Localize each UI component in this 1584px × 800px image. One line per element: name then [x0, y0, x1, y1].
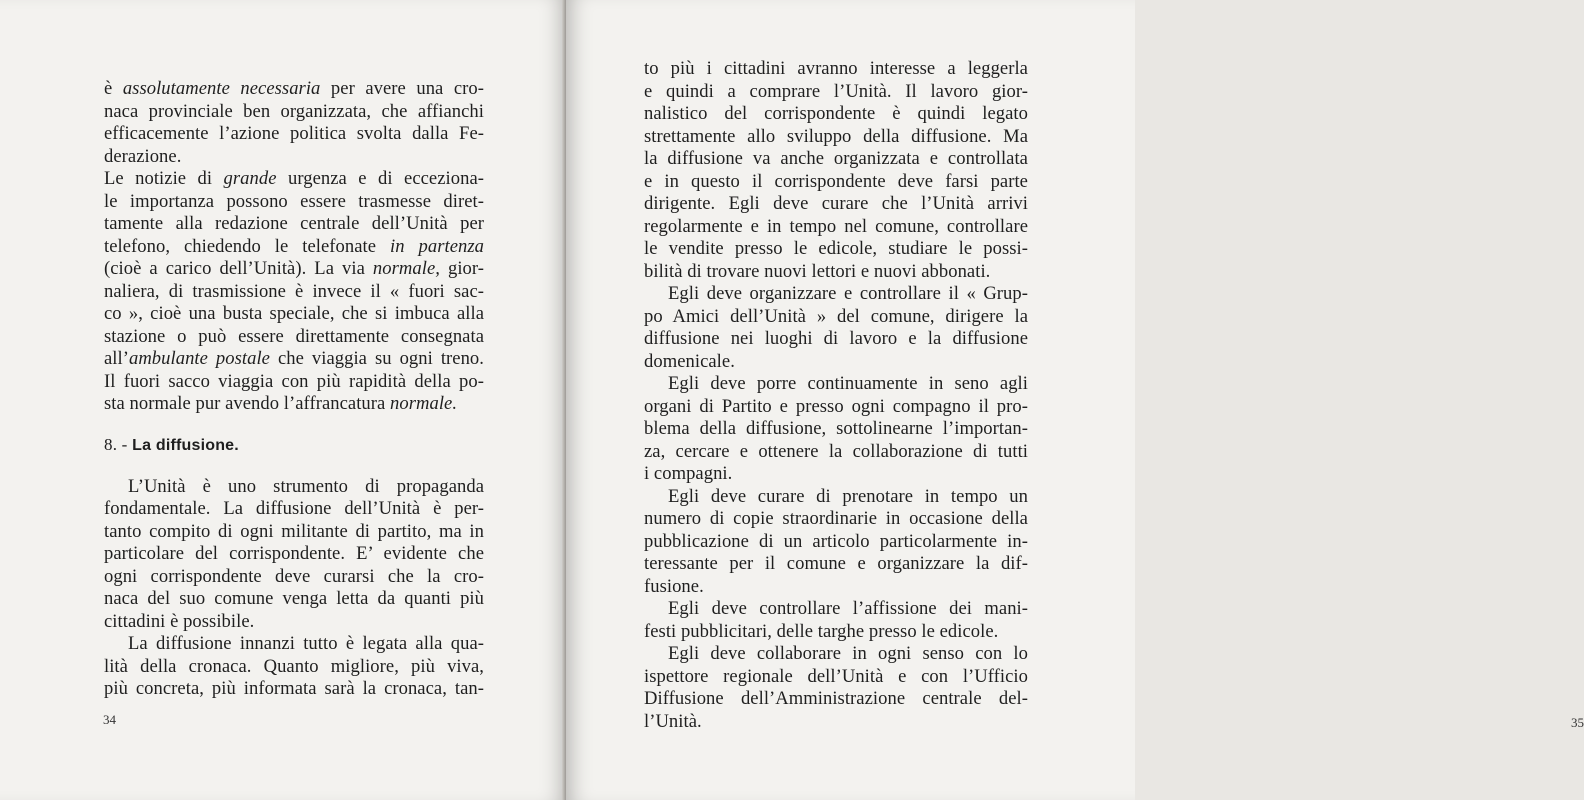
- text-run: Egli deve organizzare e controllare il « Grup-: [668, 283, 1028, 304]
- text-line: [644, 81, 1028, 104]
- text-line: [104, 146, 484, 169]
- text-run: nalistico del corrispondente è quindi legato: [644, 103, 1028, 124]
- text-line: [104, 123, 484, 146]
- text-line: [104, 611, 484, 634]
- text-line: [644, 148, 1028, 171]
- text-run: (cioè a carico dell’Unità). La via: [104, 258, 373, 279]
- text-line: [104, 498, 484, 521]
- text-line: [644, 598, 1028, 621]
- text-line: [644, 193, 1028, 216]
- right-page-text: [644, 58, 1028, 733]
- text-line: [644, 396, 1028, 419]
- text-run: naca del suo comune venga letta da quanti più: [104, 588, 484, 609]
- text-line: [104, 476, 484, 499]
- text-run: le importanza possono essere trasmesse diret-: [104, 190, 484, 212]
- left-page: [0, 0, 566, 800]
- text-run: Egli deve porre continuamente in seno agli: [668, 373, 1028, 394]
- text-run: gior-: [439, 258, 484, 279]
- text-run: derazione.: [104, 145, 182, 167]
- text-line: [104, 656, 484, 679]
- text-run: ispettore regionale dell’Unità e con l’Ufficio: [644, 665, 1028, 687]
- text-line: [104, 633, 484, 656]
- text-run: le vendite presso le edicole, studiare le possi-: [644, 238, 1028, 259]
- text-run: l’Unità.: [644, 710, 702, 732]
- text-run: cittadini è possibile.: [104, 610, 255, 632]
- text-line: [104, 213, 484, 236]
- text-run: e quindi a comprare l’Unità. Il lavoro gior-: [644, 80, 1028, 102]
- text-run: Egli deve curare di prenotare in tempo un: [668, 485, 1028, 507]
- text-run: efficacemente l’azione politica svolta dalla Fe-: [104, 123, 484, 144]
- left-page-text: [104, 78, 484, 701]
- text-line: [104, 348, 484, 371]
- page-number-left: 34: [103, 712, 116, 727]
- left-paragraphs-bottom: [104, 476, 484, 701]
- text-run: organi di Partito e presso ogni compagno il pro-: [644, 395, 1028, 417]
- text-run: fusione.: [644, 575, 704, 597]
- italic-text: normale,: [372, 258, 440, 279]
- text-run: strettamente allo sviluppo della diffusione. Ma: [644, 125, 1028, 147]
- text-line: [644, 261, 1028, 284]
- text-line: [644, 666, 1028, 689]
- text-run: stazione o può essere direttamente consegnata: [104, 325, 484, 347]
- section-number: 8. -: [104, 434, 128, 454]
- text-run: tamente alla redazione centrale dell’Unità per: [104, 213, 484, 234]
- text-run: naca provinciale ben organizzata, che affianchi: [104, 100, 484, 122]
- italic-text: grande: [223, 168, 277, 189]
- text-run: all’: [104, 348, 129, 369]
- text-line: [104, 78, 484, 101]
- text-run: festi pubblicitari, delle targhe presso le edicole.: [644, 620, 999, 642]
- text-run: e in questo il corrispondente deve farsi parte: [644, 170, 1028, 192]
- text-line: [644, 486, 1028, 509]
- text-run: sta normale pur avendo l’affrancatura: [104, 393, 391, 414]
- text-line: [104, 326, 484, 349]
- text-run: dirigente. Egli deve curare che l’Unità arrivi: [644, 193, 1028, 214]
- text-line: [104, 393, 484, 416]
- text-run: telefono, chiedendo le telefonate: [104, 235, 390, 257]
- left-paragraphs-top: [104, 78, 484, 416]
- text-line: [104, 543, 484, 566]
- text-line: [644, 711, 1028, 734]
- text-line: [644, 171, 1028, 194]
- text-run: tanto compito di ogni militante di partito, ma in: [104, 520, 484, 542]
- text-line: [644, 126, 1028, 149]
- text-line: [104, 168, 484, 191]
- text-run: per avere una cro-: [320, 78, 484, 99]
- text-run: particolare del corrispondente. E’ evidente che: [104, 543, 484, 564]
- text-line: [644, 351, 1028, 374]
- text-line: [644, 441, 1028, 464]
- text-run: è: [104, 78, 123, 99]
- text-line: [644, 328, 1028, 351]
- text-run: bilità di trovare nuovi lettori e nuovi abbonati.: [644, 260, 991, 282]
- text-line: [104, 258, 484, 281]
- italic-text: assolutamente necessaria: [122, 78, 321, 99]
- text-run: po Amici dell’Unità » del comune, dirigere la: [644, 305, 1028, 327]
- text-line: [104, 236, 484, 259]
- text-line: [644, 238, 1028, 261]
- text-line: [644, 306, 1028, 329]
- section-title: La diffusione.: [132, 436, 239, 454]
- italic-text: ambulante postale: [128, 348, 270, 369]
- text-run: La diffusione innanzi tutto è legata alla qua-: [128, 633, 484, 654]
- text-run: to più i cittadini avranno interesse a leggerla: [644, 58, 1028, 79]
- text-run: regolarmente e in tempo nel comune, controllare: [644, 215, 1028, 237]
- text-run: co », cioè una busta speciale, che si imbuca alla: [104, 303, 484, 324]
- italic-text: in partenza: [390, 235, 484, 257]
- text-run: za, cercare e ottenere la collaborazione di tutti: [644, 440, 1028, 462]
- text-run: i compagni.: [644, 463, 733, 484]
- text-line: [644, 621, 1028, 644]
- page-number-right: 35: [1571, 715, 1584, 730]
- text-line: [644, 103, 1028, 126]
- text-line: [104, 521, 484, 544]
- text-line: [644, 643, 1028, 666]
- text-run: fondamentale. La diffusione dell’Unità è per-: [104, 498, 484, 519]
- italic-text: normale.: [390, 393, 458, 414]
- text-run: Le notizie di: [104, 168, 224, 189]
- text-line: [644, 576, 1028, 599]
- text-run: blema della diffusione, sottolinearne l’importan-: [644, 418, 1028, 439]
- text-line: [104, 566, 484, 589]
- text-line: [644, 216, 1028, 239]
- text-line: [104, 371, 484, 394]
- text-run: pubblicazione di un articolo particolarmente in-: [644, 530, 1028, 552]
- text-line: [644, 553, 1028, 576]
- text-run: Egli deve collaborare in ogni senso con lo: [668, 643, 1028, 664]
- text-line: [644, 531, 1028, 554]
- text-run: teressante per il comune e organizzare la dif-: [644, 553, 1028, 574]
- text-line: [104, 101, 484, 124]
- text-line: [644, 283, 1028, 306]
- text-line: [644, 373, 1028, 396]
- text-line: [104, 303, 484, 326]
- section-heading: [104, 434, 484, 458]
- text-line: [644, 463, 1028, 486]
- right-paragraphs: [644, 58, 1028, 733]
- text-run: lità della cronaca. Quanto migliore, più viva,: [104, 655, 484, 677]
- text-run: ogni corrispondente deve curarsi che la cro-: [104, 565, 484, 587]
- text-run: più concreta, più informata sarà la cronaca, tan-: [104, 678, 484, 699]
- text-run: domenicale.: [644, 350, 735, 372]
- text-run: naliera, di trasmissione è invece il « fuori sac-: [104, 280, 484, 302]
- text-line: [104, 678, 484, 701]
- text-run: L’Unità è uno strumento di propaganda: [128, 475, 484, 497]
- text-line: [644, 508, 1028, 531]
- text-line: [644, 418, 1028, 441]
- text-line: [104, 588, 484, 611]
- text-run: Il fuori sacco viaggia con più rapidità della po-: [104, 370, 484, 392]
- text-run: urgenza e di eccezionа-: [276, 168, 484, 189]
- text-line: [644, 58, 1028, 81]
- text-line: [644, 688, 1028, 711]
- text-line: [104, 281, 484, 304]
- text-line: [104, 191, 484, 214]
- text-run: diffusione nei luoghi di lavoro e la diffusione: [644, 328, 1028, 349]
- text-run: la diffusione va anche organizzata e controllata: [644, 148, 1028, 169]
- text-run: Egli deve controllare l’affissione dei mani-: [668, 598, 1028, 619]
- text-run: che viaggia su ogni treno.: [269, 348, 484, 369]
- text-run: Diffusione dell’Amministrazione centrale del-: [644, 688, 1028, 709]
- text-run: numero di copie straordinarie in occasione della: [644, 508, 1028, 529]
